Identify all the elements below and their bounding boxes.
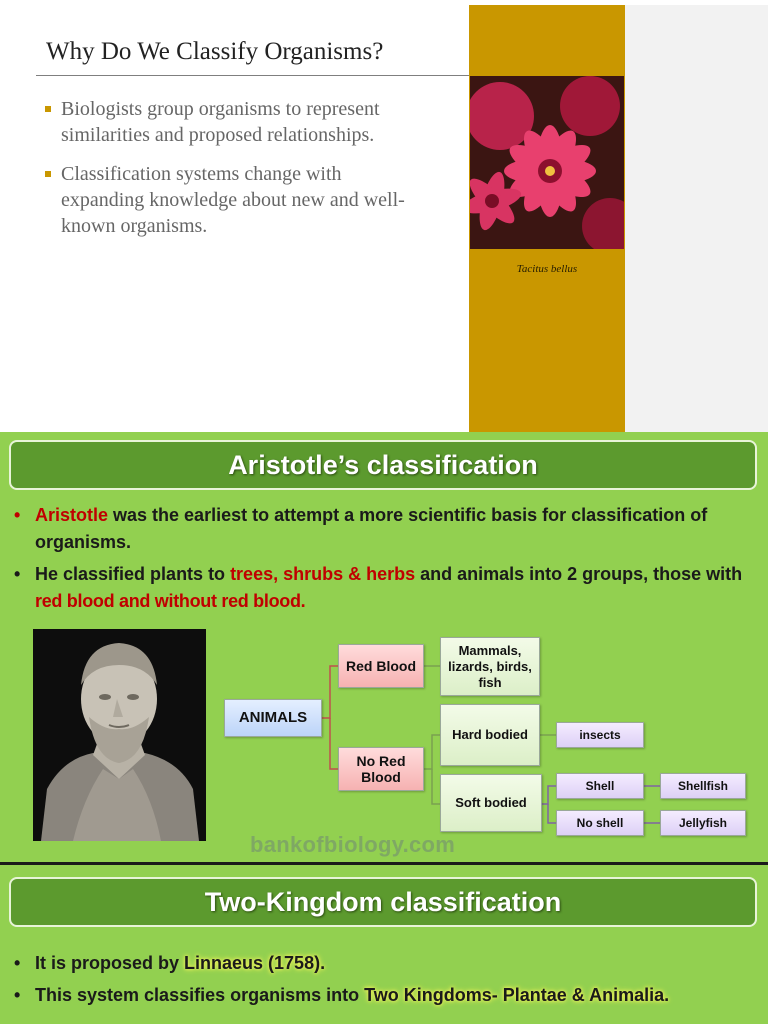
slide-why-classify [0, 0, 768, 432]
bullet-item [14, 983, 754, 1007]
bullet-square-icon [45, 106, 51, 112]
bullet-body: It is proposed by [35, 953, 185, 973]
bullet-body: was the earliest to attempt a more scientific basis for classification of organisms. [35, 505, 708, 552]
bullet-text: Biologists group organisms to represent similarities and proposed relationships. [61, 98, 380, 146]
bullet-item [14, 951, 754, 975]
node-red-blood-members: Mammals, lizards, birds, fish [440, 637, 540, 696]
highlight-kingdoms: Two Kingdoms- Plantae & Animalia. [364, 985, 670, 1005]
photo-caption: Tacitus bellus [516, 263, 578, 275]
node-no-shell: No shell [556, 810, 644, 836]
slide-title: Why Do We Classify Organisms? [46, 38, 384, 65]
node-shell: Shell [556, 773, 644, 799]
title-rule [36, 75, 469, 76]
node-soft-bodied: Soft bodied [440, 774, 542, 832]
bullet-text: Classification systems change with expanding knowledge about new and well-known organisms. [61, 163, 405, 237]
highlight-plants: trees, shrubs & herbs [230, 564, 416, 584]
slide-side-panel [625, 5, 768, 432]
bullet-dot-icon: • [14, 985, 21, 1005]
bullet-body: This system classifies organisms into [35, 985, 365, 1005]
flower-image [470, 76, 624, 249]
bullet-dot-icon: • [14, 564, 21, 584]
node-insects: insects [556, 722, 644, 748]
bullet-dot-icon: • [14, 505, 21, 525]
highlight-linnaeus: Linnaeus (1758). [184, 953, 326, 973]
node-jellyfish: Jellyfish [660, 810, 746, 836]
bullet-body: He classified plants to [35, 564, 231, 584]
slide-two-kingdom [0, 865, 768, 1024]
highlight-aristotle: Aristotle [35, 505, 109, 525]
bullet-square-icon [45, 171, 51, 177]
slide-title: Aristotle’s classification [9, 440, 757, 490]
highlight-blood: red blood and without red blood. [35, 591, 306, 611]
bullet-item [45, 161, 425, 239]
flower-photo [470, 76, 624, 249]
bullet-body: and animals into 2 groups, those with [415, 564, 743, 584]
bullet-text [35, 983, 754, 1007]
bullet-item [45, 96, 445, 148]
node-no-red-blood: No Red Blood [338, 747, 424, 791]
node-red-blood: Red Blood [338, 644, 424, 688]
bullet-dot-icon: • [14, 953, 21, 973]
slide-title: Two-Kingdom classification [9, 877, 757, 927]
slide-aristotle [0, 432, 768, 864]
bullet-text [35, 951, 754, 975]
node-hard-bodied: Hard bodied [440, 704, 540, 766]
watermark: bankofbiology.com [250, 832, 456, 857]
node-shellfish: Shellfish [660, 773, 746, 799]
node-animals: ANIMALS [224, 699, 322, 737]
